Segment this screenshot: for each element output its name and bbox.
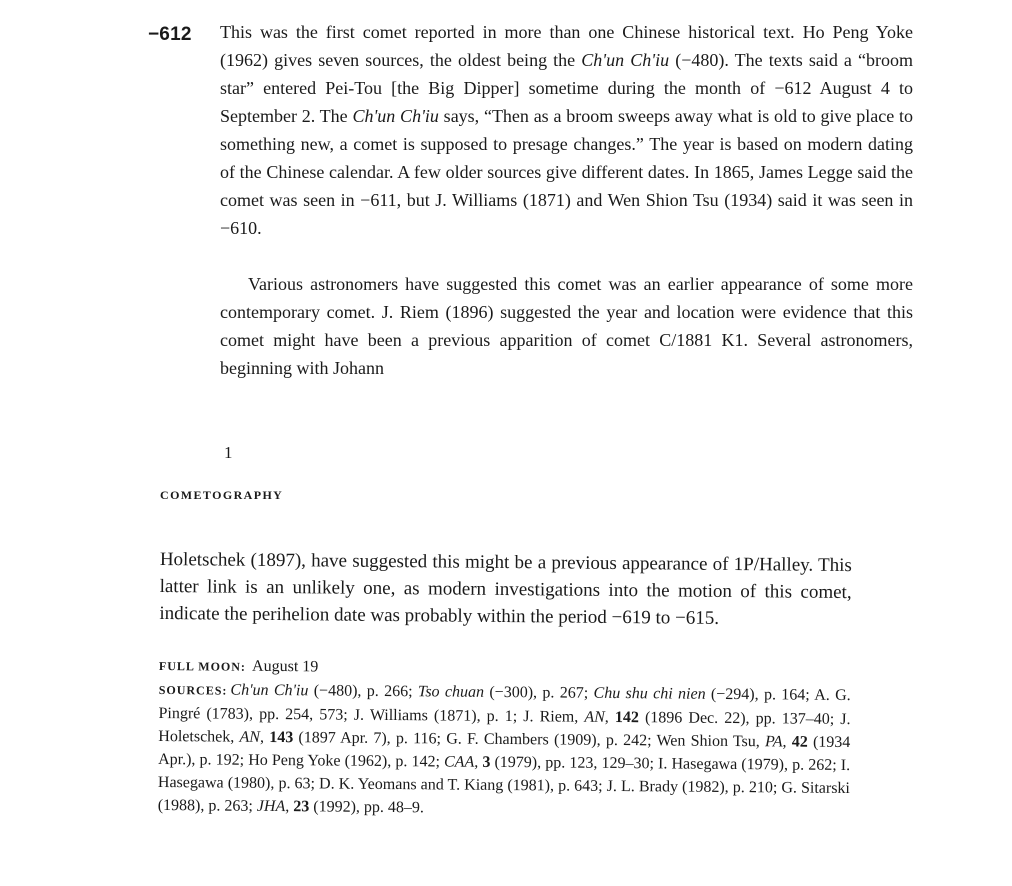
entry-paragraph-3: Holetschek (1897), have suggested this might be a previous appearance of 1P/Halley. This latter link is an unlikely one, as modern investigations into the motion of this comet, indicate the perihelion date was probably within the period −619 to −615. [159, 548, 852, 629]
bold-run: 3 [482, 753, 491, 771]
italic-run: AN [584, 708, 605, 726]
full-moon-value: August 19 [252, 657, 319, 676]
bold-run: 23 [293, 798, 310, 816]
bold-run: 142 [614, 708, 640, 727]
bold-run: 42 [791, 733, 808, 751]
italic-run: PA [764, 733, 783, 751]
running-head: COMETOGRAPHY [160, 488, 284, 502]
italic-run: CAA [443, 753, 475, 771]
sources-line [158, 678, 851, 823]
italic-run: Ch'un Ch'iu [230, 681, 309, 700]
entry-paragraph-1: This was the first comet reported in more than one Chinese historical text. Ho Peng Yoke (1962) gives seven sources, the oldest being the Ch'un Ch'iu (−480). The texts said a “broom star” entered Pei-Tou [the Big Dipper] sometime during the month of −612 August 4 to September 2. The Ch'un Ch'iu says, “Then as a broom sweeps away what is old to give place to something new, a comet is supposed to presage changes.” The year is based on modern dating of the Chinese calendar. A few older sources give different dates. In 1865, James Legge said the comet was seen in −611, but J. Williams (1871) and Wen Shion Tsu (1934) said it was seen in −610. [220, 22, 914, 238]
full-moon-label: FULL MOON: [158, 658, 247, 674]
sources-text: Ch'un Ch'iu (−480), p. 266; Tso chuan (−300), p. 267; Chu shu chi nien (−294), p. 164; A. G. Pingré (1783), pp. 254, 573; J. Williams (1871), p. 1; J. Riem, AN, 142 (1896 Dec. 22), pp. 137–40; J. Holetschek, AN, 143 (1897 Apr. 7), p. 116; G. F. Chambers (1909), p. 242; Wen Shion Tsu, PA, 42 (1934 Apr.), p. 192; Ho Peng Yoke (1962), p. 142; CAA, 3 (1979), pp. 123, 129–30; I. Hasegawa (1979), p. 262; I. Hasegawa (1980), p. 63; D. K. Yeomans and T. Kiang (1981), p. 643; J. L. Brady (1982), p. 210; G. Sitarski (1988), p. 263; JHA, 23 (1992), pp. 48–9. [157, 681, 851, 817]
italic-run: JHA [256, 797, 286, 816]
italic-run: Chu shu chi nien [593, 684, 706, 703]
sources-label: SOURCES: [158, 682, 228, 698]
entry-year-label: −612 [148, 24, 192, 45]
italic-run: Tso chuan [417, 683, 485, 701]
italic-run: AN [239, 728, 261, 746]
italic-run: Ch'un Ch'iu [581, 50, 670, 70]
italic-run: Ch'un Ch'iu [352, 106, 439, 126]
bold-run: 143 [269, 728, 294, 747]
entry-paragraph-2: Various astronomers have suggested this comet was an earlier appearance of some more contemporary comet. J. Riem (1896) suggested the year and location were evidence that this comet might have been a previous apparition of comet C/1881 K1. Several astronomers, beginning with Johann [220, 274, 913, 378]
page-number: 1 [224, 443, 233, 462]
continued-text-block [158, 546, 852, 823]
